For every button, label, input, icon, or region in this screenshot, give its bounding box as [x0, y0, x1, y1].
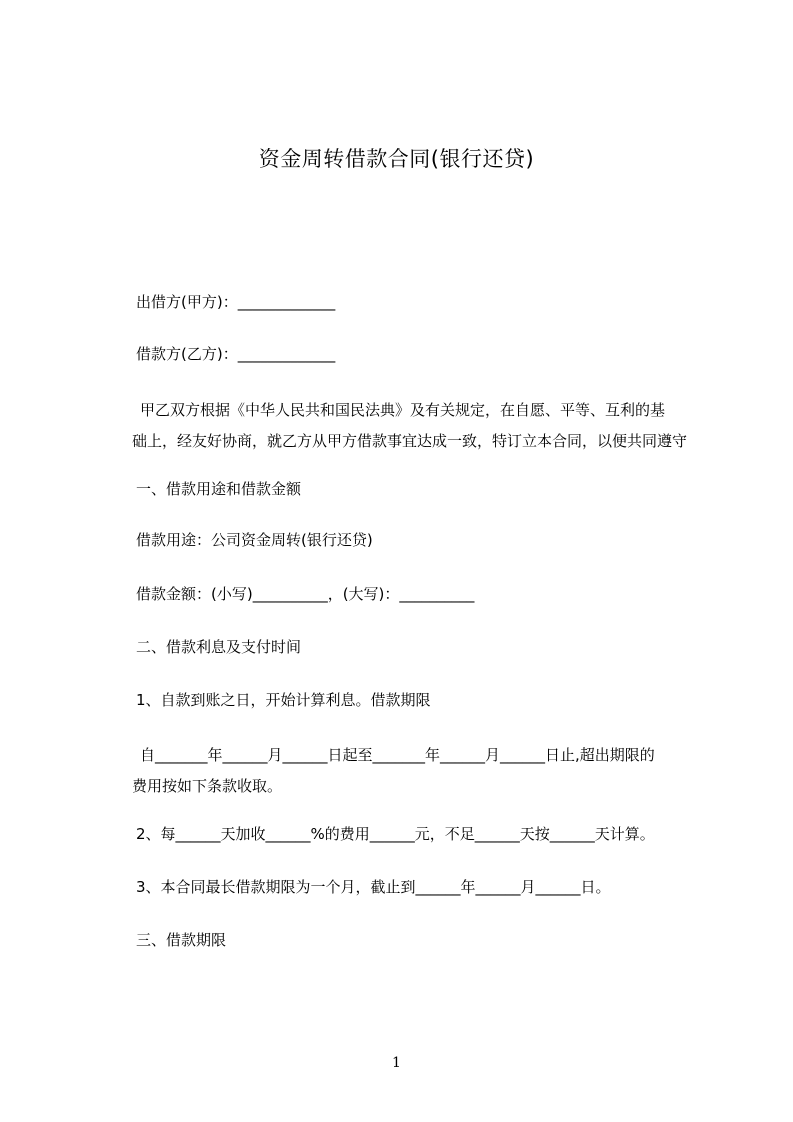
document-title: 资金周转借款合同(银行还贷): [258, 147, 535, 171]
loan-purpose-line: 借款用途：公司资金周转(银行还贷): [136, 531, 373, 549]
loan-amount-line: 借款金额：(小写)__________，(大写)：__________: [136, 585, 475, 603]
clause-1: 1、自款到账之日，开始计算利息。借款期限: [136, 691, 431, 709]
clause-1-period-line-1: 自_______年______月______日起至_______年______月______日止,超出期限的: [140, 746, 655, 764]
preamble-line-1: 甲乙双方根据《中华人民共和国民法典》及有关规定，在自愿、平等、互利的基: [140, 401, 666, 419]
section-3-heading: 三、借款期限: [136, 931, 227, 949]
clause-1-period-paragraph: [132, 740, 706, 802]
preamble-line-2: 础上，经友好协商，就乙方从甲方借款事宜达成一致，特订立本合同，以便共同遵守: [132, 432, 688, 450]
section-2-heading: 二、借款利息及支付时间: [136, 638, 302, 656]
preamble-paragraph: [132, 395, 706, 457]
clause-1-period-line-2: 费用按如下条款收取。: [132, 777, 283, 795]
clause-2: 2、每______天加收______%的费用______元，不足______天按______天计算。: [136, 825, 655, 843]
lender-line: 出借方(甲方)：_____________: [136, 293, 336, 311]
page-number: 1: [392, 1055, 401, 1071]
clause-3: 3、本合同最长借款期限为一个月，截止到______年______月______日。: [136, 878, 611, 896]
section-1-heading: 一、借款用途和借款金额: [136, 480, 302, 498]
borrower-line: 借款方(乙方)：_____________: [136, 345, 336, 363]
